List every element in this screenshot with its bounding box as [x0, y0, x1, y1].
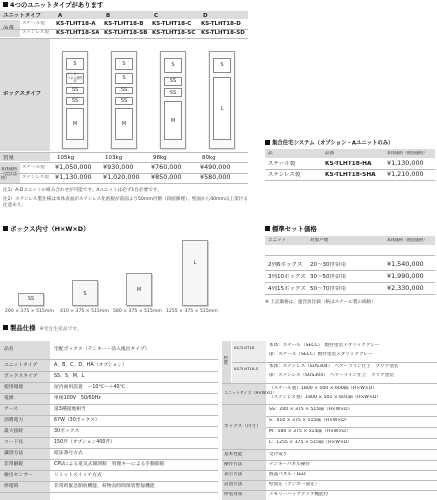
- col-c: C: [154, 12, 159, 19]
- door-s: S: [66, 58, 84, 70]
- box-l-label: L: [193, 260, 197, 267]
- spec-val-outage: 非常時緊急開放機能、荷物長時間保管警報機能: [54, 484, 155, 489]
- set-row-1-target: 20〜30世帯用: [310, 262, 346, 268]
- steel-price-b: ¥930,000: [103, 164, 134, 171]
- col-b: B: [106, 12, 111, 19]
- set-row-1-unit: 2列6ボックス: [268, 262, 303, 268]
- spec-key-backup: 停電対策: [224, 492, 243, 497]
- box-ss-label: SS: [27, 296, 35, 303]
- standard-set-note: ※ 上記価格は、運営員比価（格はスチール製の価格）: [265, 300, 376, 305]
- spec-key-power: 電源: [4, 396, 14, 401]
- steel-code-b: KS-TLHT18-B: [104, 21, 144, 27]
- stainless-code-b: KS-TLHT18-SB: [104, 30, 148, 36]
- box-ss-size: 200 × 375 × 515mm: [5, 309, 54, 314]
- square-bullet-icon: [3, 2, 8, 7]
- box-inner-ss: SS：200 × 375 × 515㎜（H×W×D）: [269, 407, 353, 412]
- door-m: M: [164, 101, 182, 140]
- door-s: S: [213, 58, 231, 73]
- unit-a-illustration: [62, 51, 88, 149]
- apartment-table: [265, 149, 435, 185]
- spec-key-max-conn: 最大接続: [4, 429, 24, 434]
- units-table: [0, 11, 248, 196]
- apt-row-2-code: KS-TLHT18-SHA: [325, 171, 376, 178]
- door-l: L: [213, 77, 231, 140]
- spec-val-unlock: CPUによる電気式開閉錠 管理キーによる手動開錠: [54, 462, 165, 467]
- unit-size-label: ユニットサイズ（H×W×D）: [224, 391, 277, 395]
- square-bullet-icon: [3, 226, 8, 231]
- apt-row-1-price: ¥1,130,000: [387, 160, 424, 167]
- weight-b: 103kg: [105, 154, 123, 161]
- set-row-1-price: ¥1,540,000: [387, 261, 424, 268]
- steel-code-c: KS-TLHT18-C: [152, 21, 192, 27]
- set-row-2-target: 30〜50世帯用: [310, 274, 346, 280]
- box-m-illustration: [126, 273, 152, 306]
- box-inner-l: L：1255 × 375 × 515㎜（H×W×D）: [269, 440, 352, 445]
- stainless-price-b: ¥1,020,000: [103, 174, 140, 181]
- spec-val-ident: 暗証番号方式: [54, 451, 83, 456]
- square-bullet-icon: [265, 140, 270, 145]
- door-ss: SS: [66, 87, 84, 95]
- weight-a: 105kg: [57, 154, 75, 161]
- box-m-size: 580 × 375 × 515mm: [113, 309, 162, 314]
- box-s-label: S: [83, 291, 87, 298]
- box-size-title: ボックス内寸（H×W×D）: [3, 226, 89, 234]
- spec-key-outage: 停電時: [4, 484, 19, 489]
- set-col-unit: ユニット: [268, 238, 287, 243]
- apt-row-1-code: KS-TLHT18-HA: [325, 160, 372, 167]
- unit-c-illustration: [160, 51, 186, 149]
- stainless-price-label: ステンレス製: [22, 175, 49, 180]
- box-ss-illustration: [18, 293, 44, 306]
- standard-set-table: [265, 236, 435, 306]
- steel-label: スチール製: [22, 21, 45, 26]
- set-row-2-price: ¥1,990,000: [387, 273, 424, 280]
- spec-val-sensor: リミットスイッチ方式: [54, 473, 102, 478]
- unit-size-steel: （スチール製）1800 × 500 × 600㎜（H×W×D）: [269, 386, 377, 391]
- apt-row-2-price: ¥1,210,000: [387, 171, 424, 178]
- material-steel-body: 本体：スチール（SECC） 焼付塗装メタリックグレー: [269, 343, 380, 348]
- spec-val-consumption: 67W（30ボックス）: [54, 418, 100, 423]
- spec-key-sensor: 検出センサー: [4, 473, 33, 478]
- spec-left-table: [0, 341, 218, 500]
- material-stainless-body: 本体：ステンレス（SUS304） ヘアーライン仕上 クリア塗装: [269, 364, 399, 369]
- units-section-title: 4つのユニットタイプがあります: [3, 2, 103, 10]
- spec-val-power: 単相100V 50/60Hz: [54, 396, 101, 401]
- set-col-target: 対象戸数: [310, 238, 329, 243]
- door-ss: SS: [66, 97, 84, 105]
- spec-key-consumption: 消費電力: [4, 418, 24, 423]
- unit-type-header: ユニットタイプ: [3, 12, 42, 19]
- steel-price-label: スチール製: [22, 165, 45, 170]
- unit-b-illustration: [111, 51, 137, 149]
- spec-right-table: [222, 341, 437, 500]
- spec-key-name: 品名: [4, 347, 14, 352]
- box-s-size: 410 × 375 × 515mm: [60, 309, 109, 314]
- spec-val-env: 屋内両用設置 －10℃〜＋40℃: [54, 385, 125, 390]
- unit-d-illustration: [209, 51, 235, 149]
- door-ss: SS: [164, 88, 182, 97]
- steel-code-a: KS-TLHT18-A: [56, 21, 96, 27]
- spec-key-operation: 操作方法: [224, 462, 243, 467]
- steel-price-a: ¥1,050,000: [55, 164, 92, 171]
- door-ss: SS: [164, 77, 182, 86]
- weight-d: 80kg: [202, 154, 216, 161]
- spec-key-cord: コード長: [4, 440, 24, 445]
- material-stainless-door: 扉：ステンレス（SUS304） ヘアーライン仕上 クリア塗装: [269, 373, 394, 378]
- spec-val-basic: 受け取り: [269, 452, 288, 457]
- apt-row-1-item: スチール製: [268, 161, 296, 167]
- door-s: S: [115, 58, 133, 70]
- stainless-price-c: ¥850,000: [151, 174, 182, 181]
- stainless-label: ステンレス製: [22, 30, 49, 35]
- price-label: 本体価格（税抜価格）: [1, 167, 17, 181]
- spec-section-title: 製品仕様 ※受注生産品です。: [3, 325, 82, 333]
- unit-size-stainless: （ステンレス製）1800 × 501 × 601㎜（H×W×D）: [269, 395, 381, 400]
- stainless-price-a: ¥1,130,000: [55, 174, 92, 181]
- stainless-code-a: KS-TLHT18-SA: [56, 30, 100, 36]
- spec-val-operation: テンキーパネル操作: [269, 462, 310, 467]
- box-inner-s: S：410 × 375 × 515㎜（H×W×D）: [269, 418, 350, 423]
- note-1: 注1）A-Dユニットの組み合わせが可能です。Aユニットは必ず1台必要です。: [3, 188, 162, 193]
- box-s-illustration: [72, 280, 98, 306]
- apt-col-hinban: 品番: [325, 151, 335, 156]
- stainless-price-d: ¥580,000: [200, 174, 231, 181]
- door-ss: SS: [115, 87, 133, 95]
- spec-val-cord: 150芹（オプション400芹）: [54, 440, 116, 445]
- spec-val-display: 液晶パネル・LED: [269, 472, 306, 477]
- box-inner-m: M：580 × 375 × 515㎜（H×W×D）: [269, 429, 351, 434]
- weight-c: 98kg: [153, 154, 167, 161]
- spec-val-earth: 第3種接地相当: [54, 407, 86, 412]
- stainless-code-c: KS-TLHT18-SC: [152, 30, 196, 36]
- set-row-3-price: ¥2,330,000: [387, 285, 424, 292]
- weight-label: 質量: [3, 154, 15, 161]
- spec-key-basic: 基本性能: [224, 452, 243, 457]
- set-row-2-unit: 3列10ボックス: [268, 274, 306, 280]
- apt-col-price: 本体価格（税抜価格）: [387, 151, 427, 155]
- material-label: 材質: [223, 356, 229, 367]
- spec-key-display: 表示方法: [224, 472, 243, 477]
- box-type-label: ボックスタイプ: [3, 91, 42, 97]
- box-l-illustration: [182, 240, 208, 306]
- stainless-code-d: KS-TLHT18-SD: [201, 30, 245, 36]
- spec-val-max-conn: 30ボックス: [54, 429, 80, 434]
- spec-key-env: 使用環境: [4, 385, 24, 390]
- box-m-label: M: [136, 287, 142, 294]
- door-m: M: [66, 108, 84, 141]
- spec-val-install: 壁固定（アンカー固定）: [269, 482, 320, 487]
- set-col-price: 本体価格（税抜価格）: [387, 238, 427, 242]
- spec-key-unit-type: ユニットタイプ: [4, 363, 38, 368]
- square-bullet-icon: [265, 226, 270, 231]
- spec-val-backup: メモリーバックアップ機能付: [269, 492, 329, 497]
- spec-key-earth: アース: [4, 407, 19, 412]
- apartment-section-title: 集合住宅システム（オプション・Aユニットのみ）: [265, 140, 394, 147]
- set-row-3-unit: 4列15ボックス: [268, 286, 306, 292]
- square-bullet-icon: [3, 325, 8, 330]
- box-l-size: 1255 × 375 × 515mm: [166, 309, 218, 314]
- steel-price-d: ¥490,000: [200, 164, 231, 171]
- box-inner-label: ボックス（内寸）: [224, 424, 261, 429]
- spec-key-install: 設置方法: [224, 482, 243, 487]
- set-row-3-target: 50〜70世帯用: [310, 286, 346, 292]
- standard-set-title: 標準セット価格: [265, 226, 317, 234]
- hinban-label: 品番: [3, 25, 15, 31]
- apt-col-item: 品: [268, 151, 273, 156]
- spec-key-unlock: 非常解錠: [4, 462, 24, 467]
- keypad-panel: テンキー・パネル操作部: [67, 72, 83, 84]
- material-code-steel: KS-TLHT18: [234, 346, 255, 350]
- door-s: S: [164, 58, 182, 73]
- spec-key-box-type: ボックスタイプ: [4, 374, 38, 379]
- door-m: M: [115, 108, 133, 141]
- note-2: 注2）ステンレス製仕様は本体表面がステンレス化粧板が前面より50mm内側（段面修理）、壁面から40mm以上架ける注意あり。: [3, 197, 248, 209]
- material-steel-door: 扉：スチール（SECC）焼付塗装メタリックグレー: [269, 352, 373, 357]
- door-s: S: [115, 73, 133, 84]
- apt-row-2-item: ステンレス製: [268, 172, 301, 178]
- col-d: D: [203, 12, 208, 19]
- door-ss: SS: [115, 97, 133, 105]
- spec-val-box-type: SS、S、M、L: [54, 374, 85, 379]
- col-a: A: [58, 12, 63, 19]
- spec-val-name: 宅配ボックス（テンキー・前入後出タイプ）: [54, 347, 150, 352]
- steel-code-d: KS-TLHT18-D: [201, 21, 241, 27]
- steel-price-c: ¥760,000: [151, 164, 182, 171]
- material-code-stainless: KS-TLHT18-S: [234, 367, 259, 371]
- spec-key-ident: 識別方法: [4, 451, 24, 456]
- spec-note: ※受注生産品です。: [39, 327, 82, 332]
- spec-val-unit-type: A、B、C、D、HA（オプション）: [54, 363, 127, 368]
